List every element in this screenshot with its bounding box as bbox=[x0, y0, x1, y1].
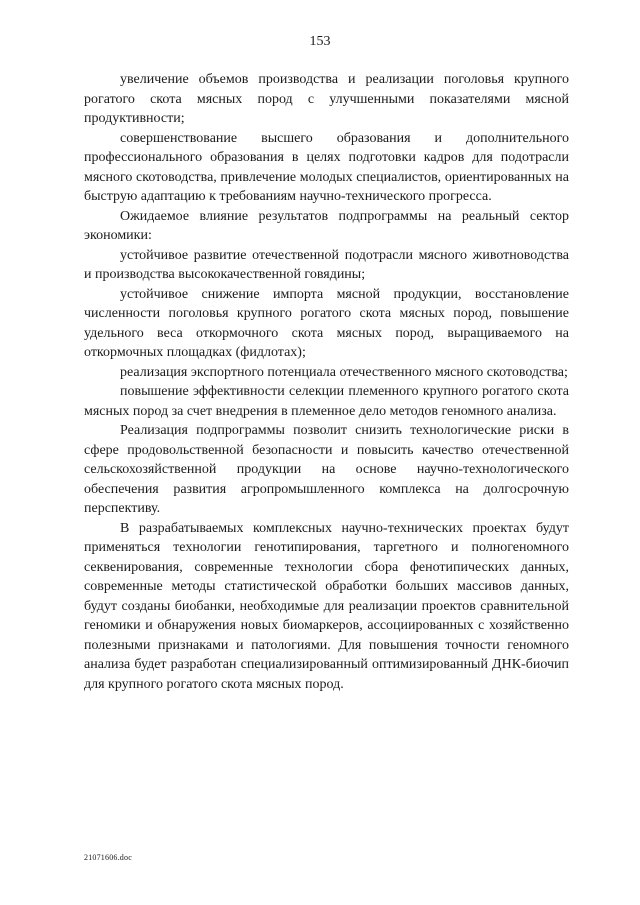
paragraph-import-reduction: устойчивое снижение импорта мясной продукции, восстановление численности поголовья крупного рогатого скота мясных пород, повышение удельного веса откормочного скота мясных пород, выращиваемого на откормочных площадках (фидлотах); bbox=[84, 286, 569, 360]
paragraph-selection-efficiency: повышение эффективности селекции племенного крупного рогатого скота мясных пород за счет внедрения в племенное дело методов геномного анализа. bbox=[84, 384, 569, 419]
paragraph-sustainable-development: устойчивое развитие отечественной подотрасли мясного животноводства и производства высококачественной говядины; bbox=[84, 247, 569, 282]
paragraph-risk-reduction: Реализация подпрограммы позволит снизить технологические риски в сфере продовольственной безопасности и повысить качество отечественной сельскохозяйственной продукции на основе научно-технологического обеспечения развития агропромышленного комплекса на долгосрочную перспективу. bbox=[84, 423, 569, 516]
paragraph-genomic-technologies: В разрабатываемых комплексных научно-технических проектах будут применяться технологии генотипирования, таргетного и полногеномного секвенирования, современные технологии сбора фенотипических данных, современные методы статистической обработки больших массивов данных, будут созданы биобанки, необходимые для реализации проектов сравнительной геномики и обнаружения новых биомаркеров, ассоциированных с хозяйственно полезными признаками и патологиями. Для повышения точности геномного анализа будет разработан специализированный оптимизированный ДНК-биочип для крупного рогатого скота мясных пород. bbox=[84, 520, 569, 692]
document-body bbox=[84, 70, 569, 694]
paragraph-production-volume: увеличение объемов производства и реализации поголовья крупного рогатого скота мясных пород с улучшенными показателями мясной продуктивности; bbox=[84, 72, 569, 126]
document-file-code: 21071606.doc bbox=[84, 853, 132, 862]
paragraph-expected-impact: Ожидаемое влияние результатов подпрограммы на реальный сектор экономики: bbox=[84, 208, 569, 243]
page-number: 153 bbox=[309, 34, 331, 49]
paragraph-education: совершенствование высшего образования и дополнительного профессионального образования в целях подготовки кадров для подотрасли мясного скотоводства, привлечение молодых специалистов, ориентированных на быструю адаптацию к требованиям научно-технического прогресса. bbox=[84, 130, 569, 204]
paragraph-export-potential: реализация экспортного потенциала отечественного мясного скотоводства; bbox=[120, 364, 568, 380]
